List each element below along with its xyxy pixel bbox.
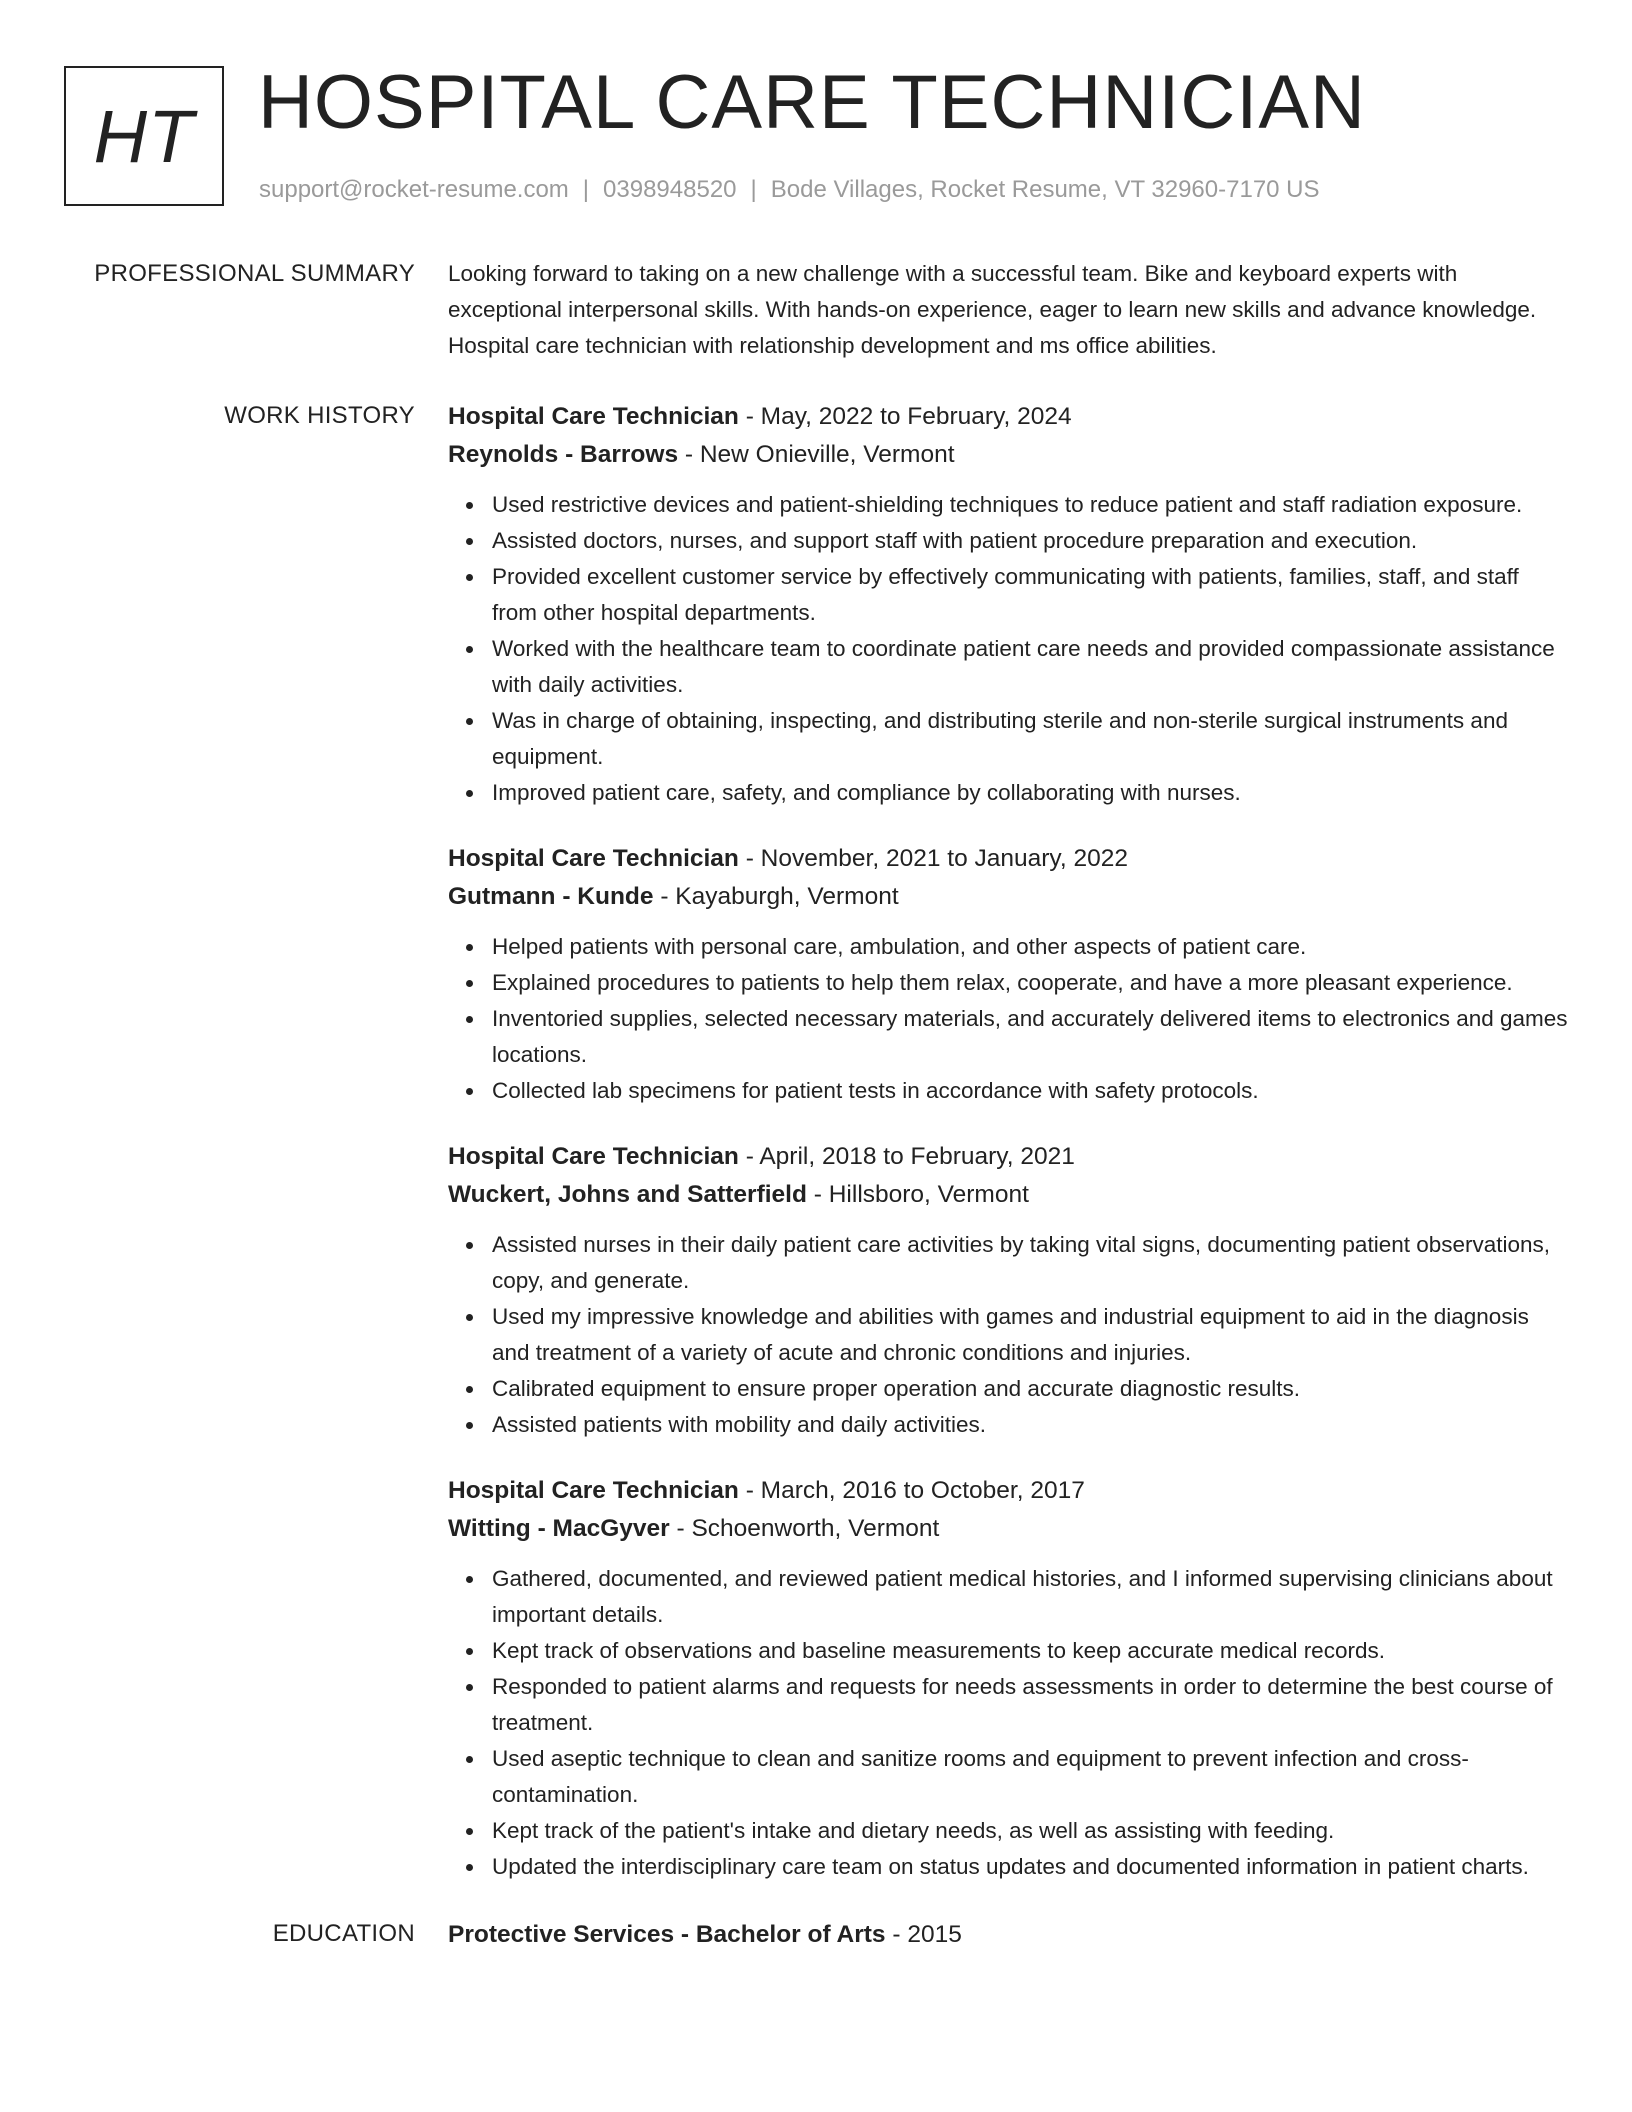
job-company: Reynolds - Barrows <box>448 441 679 468</box>
job-title: Hospital Care Technician <box>448 403 739 430</box>
job-bullet: Updated the interdisciplinary care team on status updates and documented information in patient charts. <box>492 1849 1568 1885</box>
job-bullet: Improved patient care, safety, and compliance by collaborating with nurses. <box>492 775 1568 811</box>
job-company: Wuckert, Johns and Satterfield <box>448 1181 807 1208</box>
professional-summary-section <box>0 256 1632 364</box>
section-label-summary: PROFESSIONAL SUMMARY <box>94 260 415 287</box>
work-history-body <box>448 398 1568 1914</box>
section-label-work-history: WORK HISTORY <box>224 402 415 429</box>
job-company: Witting - MacGyver <box>448 1515 670 1542</box>
job-title-line <box>448 840 1568 878</box>
job-bullet: Assisted nurses in their daily patient care activities by taking vital signs, documenting patient observations, copy, and generate. <box>492 1227 1568 1299</box>
summary-text: Looking forward to taking on a new challenge with a successful team. Bike and keyboard experts with exceptional interpersonal skills. With hands-on experience, eager to learn new skills and advance knowledge. Hospital care technician with relationship development and ms office abilities. <box>448 261 1537 358</box>
job-title: Hospital Care Technician <box>448 845 739 872</box>
job-entry <box>448 1472 1568 1885</box>
job-company-line <box>448 1510 1568 1548</box>
contact-phone[interactable]: 0398948520 <box>603 176 737 203</box>
job-location: - Schoenworth, Vermont <box>669 1515 940 1542</box>
job-dates: - May, 2022 to February, 2024 <box>738 403 1072 430</box>
job-bullet: Was in charge of obtaining, inspecting, and distributing sterile and non-sterile surgical instruments and equipment. <box>492 703 1568 775</box>
job-bullet: Kept track of observations and baseline measurements to keep accurate medical records. <box>492 1633 1568 1669</box>
job-bullet: Collected lab specimens for patient tests in accordance with safety protocols. <box>492 1073 1568 1109</box>
job-company-line <box>448 878 1568 916</box>
job-title-line <box>448 1138 1568 1176</box>
job-entry <box>448 840 1568 1109</box>
job-company-line <box>448 1176 1568 1214</box>
job-bullet-list <box>448 1227 1568 1443</box>
job-bullet-list <box>448 1561 1568 1885</box>
work-history-section <box>0 398 1632 1914</box>
resume-title: HOSPITAL CARE TECHNICIAN <box>258 60 1366 145</box>
education-line <box>448 1916 1568 1954</box>
job-bullet: Responded to patient alarms and requests for needs assessments in order to determine the best course of treatment. <box>492 1669 1568 1741</box>
job-company-line <box>448 436 1568 474</box>
job-bullet: Kept track of the patient's intake and dietary needs, as well as assisting with feeding. <box>492 1813 1568 1849</box>
job-bullet: Assisted doctors, nurses, and support staff with patient procedure preparation and execution. <box>492 523 1568 559</box>
contact-address: Bode Villages, Rocket Resume, VT 32960-7170 US <box>770 176 1320 203</box>
resume-content <box>0 256 1632 1954</box>
job-location: - Hillsboro, Vermont <box>806 1181 1029 1208</box>
job-dates: - March, 2016 to October, 2017 <box>738 1477 1085 1504</box>
job-bullet-list <box>448 929 1568 1109</box>
job-dates: - November, 2021 to January, 2022 <box>738 845 1128 872</box>
job-bullet: Provided excellent customer service by effectively communicating with patients, families, staff, and staff from other hospital departments. <box>492 559 1568 631</box>
job-bullet: Helped patients with personal care, ambulation, and other aspects of patient care. <box>492 929 1568 965</box>
job-title-line <box>448 1472 1568 1510</box>
contact-separator: | <box>582 176 590 203</box>
job-bullet: Inventoried supplies, selected necessary materials, and accurately delivered items to electronics and games locations. <box>492 1001 1568 1073</box>
section-label-education: EDUCATION <box>272 1920 415 1947</box>
job-title: Hospital Care Technician <box>448 1143 739 1170</box>
job-dates: - April, 2018 to February, 2021 <box>738 1143 1075 1170</box>
job-title-line <box>448 398 1568 436</box>
job-bullet: Used aseptic technique to clean and sanitize rooms and equipment to prevent infection and cross-contamination. <box>492 1741 1568 1813</box>
job-bullet: Used my impressive knowledge and abilities with games and industrial equipment to aid in the diagnosis and treatment of a variety of acute and chronic conditions and injuries. <box>492 1299 1568 1371</box>
contact-line <box>259 174 1320 206</box>
education-degree: Protective Services - Bachelor of Arts <box>448 1921 886 1948</box>
education-year: - 2015 <box>885 1921 962 1948</box>
job-location: - Kayaburgh, Vermont <box>653 883 899 910</box>
summary-body <box>448 256 1568 364</box>
job-bullet: Explained procedures to patients to help them relax, cooperate, and have a more pleasant experience. <box>492 965 1568 1001</box>
contact-separator: | <box>750 176 757 203</box>
education-section <box>0 1916 1632 1954</box>
job-bullet: Used restrictive devices and patient-shielding techniques to reduce patient and staff radiation exposure. <box>492 487 1568 523</box>
job-company: Gutmann - Kunde <box>448 883 654 910</box>
job-bullet-list <box>448 487 1568 811</box>
job-bullet: Calibrated equipment to ensure proper operation and accurate diagnostic results. <box>492 1371 1568 1407</box>
job-location: - New Onieville, Vermont <box>678 441 955 468</box>
job-bullet: Gathered, documented, and reviewed patient medical histories, and I informed supervising clinicians about important details. <box>492 1561 1568 1633</box>
job-entry <box>448 398 1568 811</box>
contact-email[interactable]: support@rocket-resume.com <box>259 176 569 203</box>
job-bullet: Assisted patients with mobility and daily activities. <box>492 1407 1568 1443</box>
education-body <box>448 1916 1568 1954</box>
job-bullet: Worked with the healthcare team to coordinate patient care needs and provided compassionate assistance with daily activities. <box>492 631 1568 703</box>
job-entry <box>448 1138 1568 1443</box>
job-title: Hospital Care Technician <box>448 1477 739 1504</box>
monogram-badge: HT <box>64 66 224 206</box>
